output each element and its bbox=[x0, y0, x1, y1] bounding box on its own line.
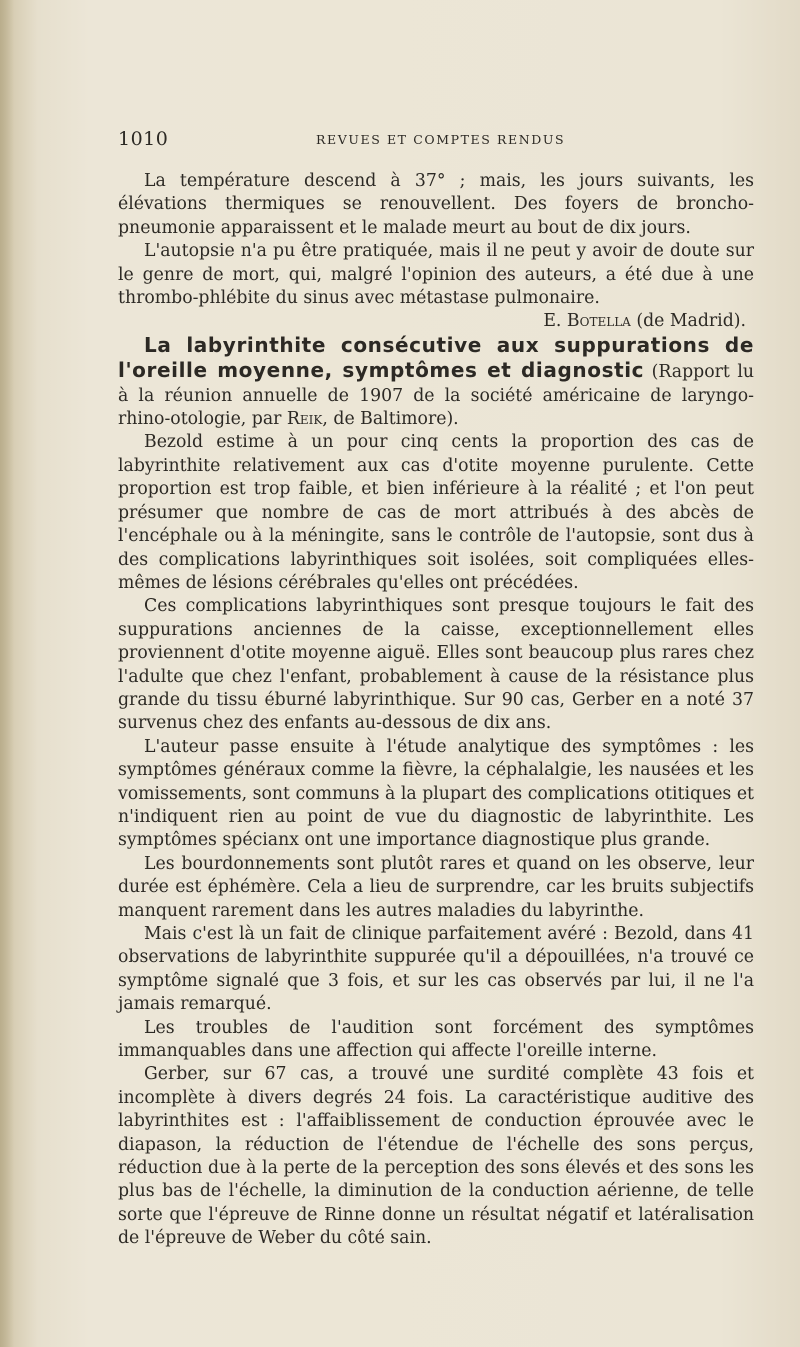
body-text bbox=[118, 170, 754, 1251]
page-spine-shadow bbox=[0, 0, 14, 1347]
article-title: La labyrinthite consécutive aux suppurations de l'oreille moyenne, symptômes et diagnostic bbox=[118, 332, 754, 383]
paragraph: Les bourdonnements sont plutôt rares et quand on les observe, leur durée est éphémère. Cela a lieu de surprendre, car les bruits subjectifs manquent rarement dans les autres maladies du labyrinthe. bbox=[118, 853, 754, 921]
signature-initial: E. bbox=[543, 311, 567, 332]
paragraph: Gerber, sur 67 cas, a trouvé une surdité complète 43 fois et incomplète à divers degrés 24 fois. La caractéristique auditive des labyrinthites est : l'affaiblissement de conduction éprouvée avec le diapason, la réduction de l'étendue de l'échelle des sons perçus, réduction due à la perte de la perception des sons élevés et des sons les plus bas de l'échelle, la diminution de la conduction aérienne, de telle sorte que l'épreuve de Rinne donne un résultat négatif et latéralisation de l'épreuve de Weber du côté sain. bbox=[118, 1064, 754, 1249]
paragraph: Les troubles de l'audition sont forcément des symptômes immanquables dans une affection qui affecte l'oreille interne. bbox=[118, 1017, 754, 1062]
running-header-title: REVUES ET COMPTES RENDUS bbox=[316, 132, 566, 147]
paragraph: L'autopsie n'a pu être pratiquée, mais il ne peut y avoir de doute sur le genre de mort, qui, malgré l'opinion des auteurs, a été due à une thrombo-phlébite du sinus avec métastase pulmonaire. bbox=[118, 241, 754, 309]
article-source: (Rapport lu à la réunion annuelle de 1907 de la société américaine de laryngo-rhino-otologie, par bbox=[118, 362, 754, 430]
page-number: 1010 bbox=[118, 128, 169, 150]
signature-name: Botella bbox=[566, 311, 631, 332]
paragraph: Ces complications labyrinthiques sont presque toujours le fait des suppurations anciennes de la caisse, exceptionnellement elles proviennent d'otite moyenne aiguë. Elles sont beaucoup plus rares chez l'adulte que chez l'enfant, probablement à cause de la résistance plus grande du tissu éburné labyrinthique. Sur 90 cas, Gerber en a noté 37 survenus chez des enfants au-dessous de dix ans. bbox=[118, 596, 754, 734]
article-heading bbox=[118, 334, 754, 432]
paragraph: Bezold estime à un pour cinq cents la proportion des cas de labyrinthite relativement aux cas d'otite moyenne purulente. Cette proportion est trop faible, et bien inférieure à la réalité ; et l'on peut présumer que nombre de cas de mort attribués à des abcès de l'encéphale ou à la méningite, sans le contrôle de l'autopsie, sont dus à des complications labyrinthiques soit isolées, soit compliquées elles-mêmes de lésions cérébrales qu'elles ont précédées. bbox=[118, 432, 754, 593]
signature-place: (de Madrid). bbox=[630, 311, 746, 332]
article-source-end: , de Baltimore). bbox=[322, 409, 459, 430]
running-header bbox=[118, 128, 738, 156]
paragraph: La température descend à 37° ; mais, les jours suivants, les élévations thermiques se renouvellent. Des foyers de broncho-pneumonie apparaissent et le malade meurt au bout de dix jours. bbox=[118, 171, 754, 238]
article-author: Reik bbox=[286, 409, 323, 430]
paragraph: Mais c'est là un fait de clinique parfaitement avéré : Bezold, dans 41 observations de labyrinthite suppurée qu'il a dépouillées, n'a trouvé ce symptôme signalé que 3 fois, et sur les cas observés par lui, il ne l'a jamais remarqué. bbox=[118, 924, 754, 1015]
paragraph: L'auteur passe ensuite à l'étude analytique des symptômes : les symptômes généraux comme la fièvre, la céphalalgie, les nausées et les vomissements, sont communs à la plupart des complications otitiques et n'indiquent rien au point de vue du diagnostic de labyrinthite. Les symptômes spécianx ont une importance diagnostique plus grande. bbox=[118, 736, 754, 851]
author-signature bbox=[118, 310, 754, 333]
